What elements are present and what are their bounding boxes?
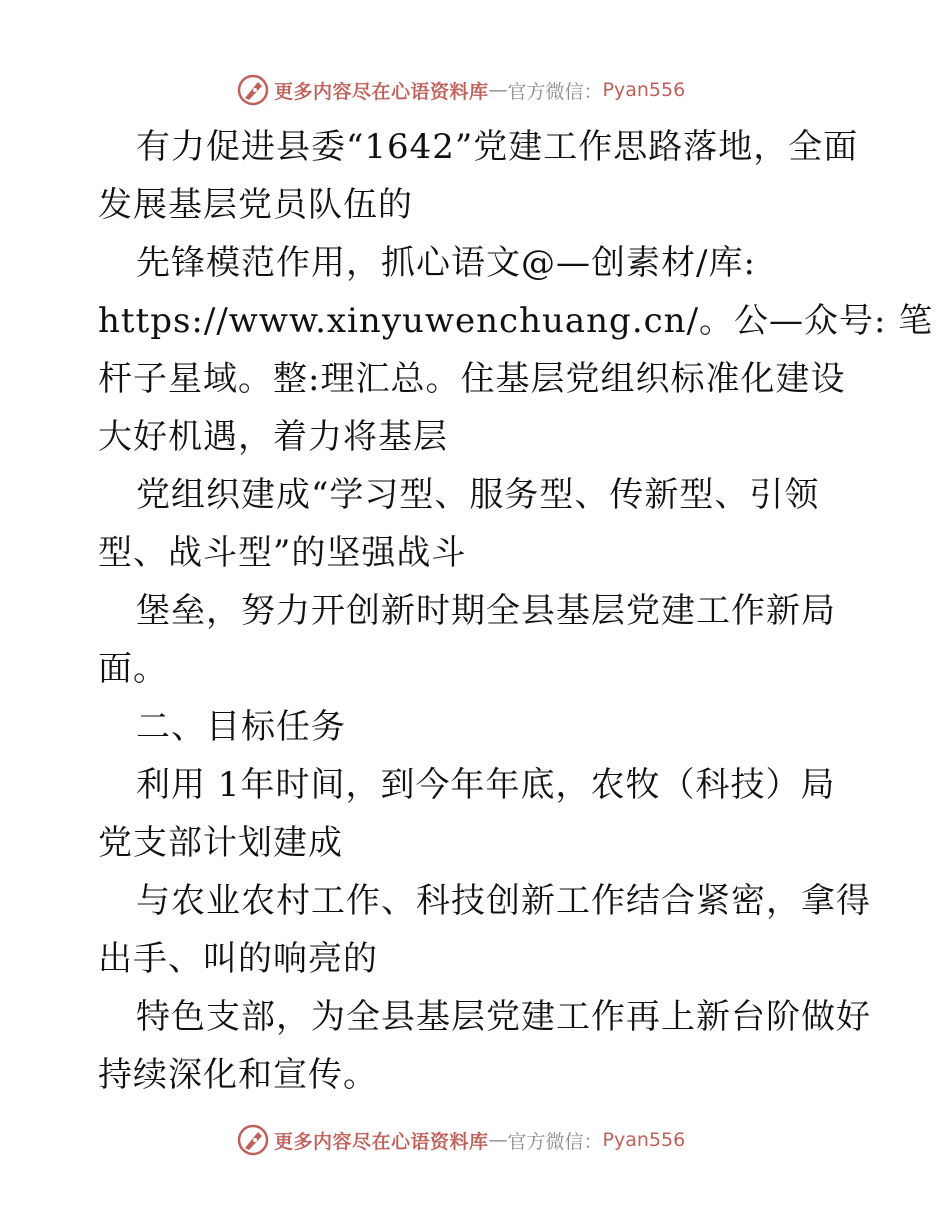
banner-title: 更多内容尽在心语资料库 <box>274 80 489 103</box>
body-line: https://www.xinyuwenchuang.cn/。公—众号: 笔 <box>98 301 934 341</box>
banner-dash: — <box>488 1129 508 1151</box>
banner-wechat-label: 官方微信： <box>507 1130 603 1153</box>
pen-nib-logo-icon <box>236 1123 270 1157</box>
body-line: 利用 1年时间，到今年年底，农牧（科技）局 <box>136 765 836 805</box>
pen-nib-logo-icon <box>236 73 270 107</box>
body-line: 特色支部，为全县基层党建工作再上新台阶做好 <box>136 997 871 1037</box>
banner-title: 更多内容尽在心语资料库 <box>274 1130 489 1153</box>
footer-banner <box>236 1122 756 1158</box>
document-body <box>98 118 934 1104</box>
header-banner <box>236 72 756 108</box>
body-line: 大好机遇，着力将基层 <box>98 417 448 457</box>
banner-wechat-label: 官方微信： <box>507 80 603 103</box>
body-line: 杆子星域。整:理汇总。住基层党组织标准化建设 <box>98 359 846 399</box>
body-line: 有力促进县委“1642”党建工作思路落地，全面 <box>136 127 859 167</box>
body-line: 堡垒，努力开创新时期全县基层党建工作新局 <box>136 591 836 631</box>
body-line: 出手、叫的响亮的 <box>98 939 378 979</box>
body-line: 面。 <box>98 649 168 689</box>
banner-wechat-id: Pyan556 <box>602 79 686 101</box>
banner-dash: — <box>488 79 508 101</box>
banner-wechat-id: Pyan556 <box>602 1129 686 1151</box>
body-line: 党支部计划建成 <box>98 823 343 863</box>
body-line: 先锋模范作用，抓心语文@—创素材/库: <box>136 243 756 283</box>
body-line: 与农业农村工作、科技创新工作结合紧密，拿得 <box>136 881 871 921</box>
body-line: 发展基层党员队伍的 <box>98 185 413 225</box>
body-line: 党组织建成“学习型、服务型、传新型、引领 <box>136 475 820 515</box>
section-heading: 二、目标任务 <box>136 707 346 747</box>
body-line: 型、战斗型”的坚强战斗 <box>98 533 467 573</box>
body-line: 持续深化和宣传。 <box>98 1055 378 1095</box>
